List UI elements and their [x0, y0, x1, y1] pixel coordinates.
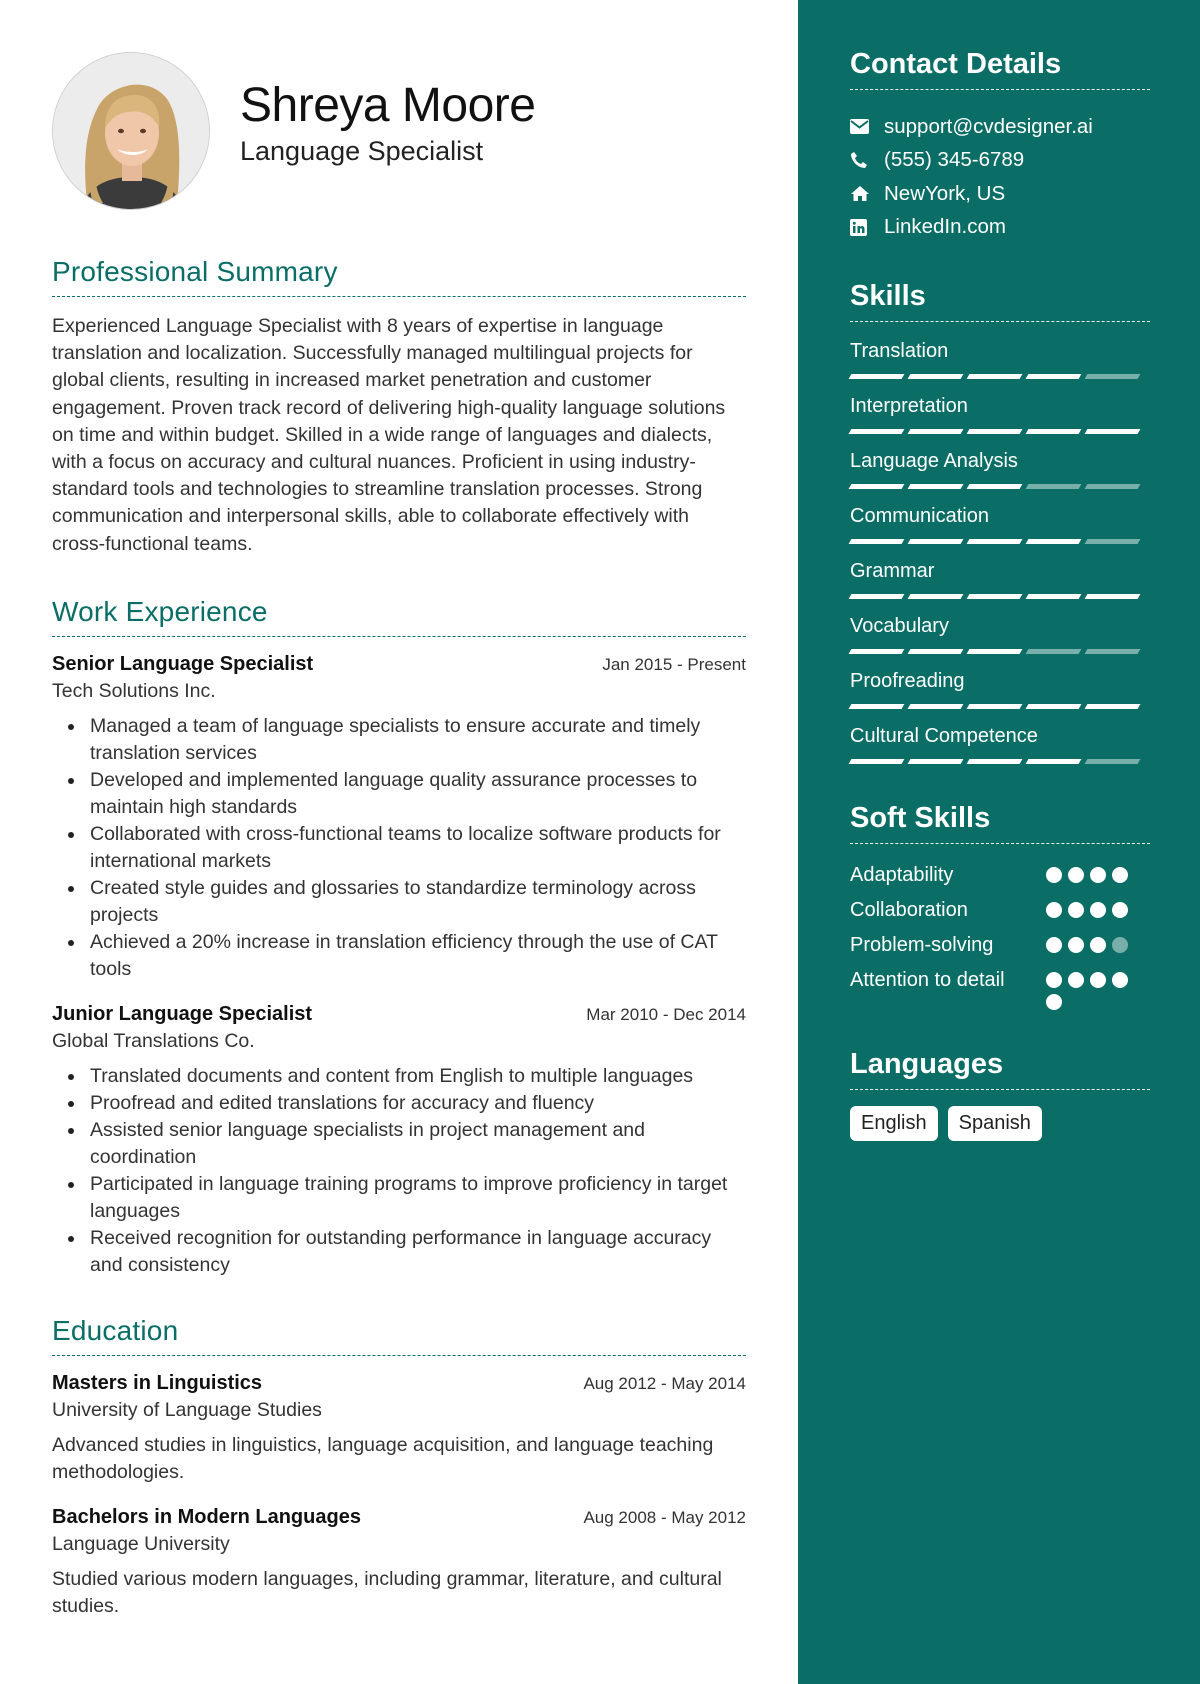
soft-skill-item: [850, 967, 1150, 1010]
rating-dot: [1068, 937, 1084, 953]
soft-skills-list: [850, 862, 1150, 1010]
skill-item: [850, 395, 1150, 434]
contact-section: [850, 48, 1150, 244]
job-title: Junior Language Specialist: [52, 1002, 313, 1025]
skill-level-segment: [967, 539, 1023, 544]
skill-level-segment: [908, 374, 964, 379]
candidate-name: Shreya Moore: [240, 79, 536, 132]
list-item: Received recognition for outstanding performance in language accuracy and consistency: [52, 1225, 746, 1279]
section-title-soft-skills: Soft Skills: [850, 802, 1150, 844]
degree-title: Masters in Linguistics: [52, 1371, 263, 1394]
skill-level-segment: [1085, 374, 1141, 379]
section-title-contact: Contact Details: [850, 48, 1150, 90]
education-date: Aug 2012 - May 2014: [583, 1373, 746, 1393]
rating-dot: [1046, 937, 1062, 953]
education-description: Advanced studies in linguistics, language acquisition, and language teaching methodologies.: [52, 1433, 714, 1483]
contact-linkedin-text: LinkedIn.com: [884, 215, 1006, 239]
skill-level-segment: [967, 374, 1023, 379]
soft-skill-item: [850, 932, 1150, 959]
list-item: Developed and implemented language quality assurance processes to maintain high standards: [52, 767, 746, 821]
skill-level-bar: [850, 374, 1150, 379]
phone-icon: [850, 151, 884, 169]
job-company: Global Translations Co.: [52, 1029, 255, 1052]
section-title-education: Education: [52, 1315, 746, 1356]
soft-skill-name: Adaptability: [850, 864, 954, 886]
resume-header: [52, 0, 746, 205]
experience-section: [52, 596, 746, 1279]
skill-level-segment: [1026, 539, 1082, 544]
envelope-icon: [850, 119, 884, 134]
skill-level-segment: [1026, 374, 1082, 379]
soft-skill-item: [850, 897, 1150, 924]
skill-level-segment: [849, 429, 905, 434]
language-tag: Spanish: [948, 1106, 1042, 1141]
job-company: Tech Solutions Inc.: [52, 679, 216, 702]
skill-level-bar: [850, 594, 1150, 599]
skill-level-segment: [849, 594, 905, 599]
job-bullets: [52, 713, 746, 983]
soft-skill-item: [850, 862, 1150, 889]
skill-level-segment: [908, 704, 964, 709]
list-item: Achieved a 20% increase in translation efficiency through the use of CAT tools: [52, 929, 746, 983]
skill-level-segment: [849, 374, 905, 379]
skill-level-bar: [850, 759, 1150, 764]
avatar: [52, 52, 210, 210]
skill-level-segment: [908, 649, 964, 654]
rating-dot: [1090, 902, 1106, 918]
contact-phone[interactable]: [850, 144, 1150, 178]
degree-title: Bachelors in Modern Languages: [52, 1505, 361, 1528]
skill-level-segment: [849, 539, 905, 544]
home-icon: [850, 185, 884, 202]
rating-dot: [1068, 972, 1084, 988]
list-item: Proofread and edited translations for accuracy and fluency: [52, 1090, 746, 1117]
contact-linkedin[interactable]: [850, 211, 1150, 245]
skill-level-bar: [850, 704, 1150, 709]
skill-level-segment: [908, 594, 964, 599]
skill-level-segment: [1026, 759, 1082, 764]
section-title-summary: Professional Summary: [52, 256, 746, 297]
rating-dot: [1090, 937, 1106, 953]
summary-section: [52, 256, 746, 558]
rating-dot: [1112, 972, 1128, 988]
languages-list: [850, 1106, 1150, 1141]
skill-name: Interpretation: [850, 395, 968, 417]
section-title-languages: Languages: [850, 1048, 1150, 1090]
soft-skill-rating: [1046, 967, 1136, 1010]
education-section: [52, 1315, 746, 1620]
rating-dot: [1090, 972, 1106, 988]
skill-name: Communication: [850, 505, 989, 527]
list-item: Assisted senior language specialists in project management and coordination: [52, 1117, 746, 1171]
rating-dot: [1046, 972, 1062, 988]
skill-level-bar: [850, 484, 1150, 489]
job-date: Mar 2010 - Dec 2014: [586, 1004, 746, 1024]
rating-dot: [1068, 902, 1084, 918]
skill-level-segment: [908, 484, 964, 489]
soft-skill-name: Attention to detail: [850, 969, 1005, 991]
skill-name: Proofreading: [850, 670, 965, 692]
rating-dot: [1090, 867, 1106, 883]
contact-email[interactable]: [850, 110, 1150, 144]
skill-level-segment: [967, 704, 1023, 709]
section-title-experience: Work Experience: [52, 596, 746, 637]
skill-level-bar: [850, 539, 1150, 544]
skill-level-segment: [1026, 484, 1082, 489]
contact-email-text: support@cvdesigner.ai: [884, 114, 1093, 138]
skill-level-segment: [1085, 484, 1141, 489]
job-entry: [52, 1003, 746, 1279]
soft-skill-name: Collaboration: [850, 899, 968, 921]
soft-skill-rating: [1046, 862, 1136, 883]
skill-level-bar: [850, 429, 1150, 434]
list-item: Collaborated with cross-functional teams to localize software products for international markets: [52, 821, 746, 875]
skill-item: [850, 505, 1150, 544]
linkedin-icon: [850, 219, 884, 236]
rating-dot: [1046, 902, 1062, 918]
education-entry: [52, 1506, 746, 1620]
skill-level-segment: [908, 759, 964, 764]
skill-level-segment: [1085, 539, 1141, 544]
skill-item: [850, 615, 1150, 654]
language-tag: English: [850, 1106, 938, 1141]
soft-skill-rating: [1046, 897, 1136, 918]
skill-name: Translation: [850, 340, 949, 362]
skill-level-segment: [967, 649, 1023, 654]
skill-level-segment: [849, 649, 905, 654]
skill-level-segment: [967, 759, 1023, 764]
skill-level-segment: [1026, 649, 1082, 654]
summary-text: Experienced Language Specialist with 8 years of expertise in language translation and localization. Successfully managed multilingual projects for global clients, resulting in increased market penetration and customer engagement. Proven track record of delivering high-quality language solutions on time and within budget. Skilled in a wide range of languages and dialects, with a focus on accuracy and cultural nuances. Proficient in using industry-standard tools and technologies to streamline translation processes. Strong communication and interpersonal skills, able to collaborate effectively with cross-functional teams.: [52, 315, 726, 555]
skill-level-bar: [850, 649, 1150, 654]
list-item: Created style guides and glossaries to standardize terminology across projects: [52, 875, 746, 929]
skill-item: [850, 670, 1150, 709]
skill-level-segment: [849, 704, 905, 709]
school-name: Language University: [52, 1532, 230, 1555]
skill-name: Grammar: [850, 560, 935, 582]
contact-location-text: NewYork, US: [884, 181, 1006, 205]
contact-phone-text: (555) 345-6789: [884, 148, 1025, 172]
soft-skill-name: Problem-solving: [850, 934, 994, 956]
skill-level-segment: [967, 484, 1023, 489]
soft-skills-section: [850, 802, 1150, 1010]
job-date: Jan 2015 - Present: [602, 654, 746, 674]
skill-level-segment: [1085, 759, 1141, 764]
skill-level-segment: [908, 539, 964, 544]
skill-level-segment: [849, 759, 905, 764]
skill-item: [850, 450, 1150, 489]
skills-section: [850, 280, 1150, 764]
rating-dot: [1112, 937, 1128, 953]
list-item: Participated in language training programs to improve proficiency in target languages: [52, 1171, 746, 1225]
skill-level-segment: [1026, 594, 1082, 599]
rating-dot: [1112, 902, 1128, 918]
skill-name: Language Analysis: [850, 450, 1018, 472]
school-name: University of Language Studies: [52, 1398, 322, 1421]
list-item: Translated documents and content from English to multiple languages: [52, 1063, 746, 1090]
education-date: Aug 2008 - May 2012: [583, 1507, 746, 1527]
job-title: Senior Language Specialist: [52, 652, 314, 675]
job-entry: [52, 653, 746, 983]
list-item: Managed a team of language specialists to ensure accurate and timely translation services: [52, 713, 746, 767]
rating-dot: [1046, 867, 1062, 883]
soft-skill-rating: [1046, 932, 1136, 953]
skill-level-segment: [908, 429, 964, 434]
skill-item: [850, 560, 1150, 599]
profile-photo: [53, 53, 210, 210]
skill-level-segment: [849, 484, 905, 489]
section-title-skills: Skills: [850, 280, 1150, 322]
education-description: Studied various modern languages, including grammar, literature, and cultural studies.: [52, 1567, 722, 1617]
education-entry: [52, 1372, 746, 1486]
rating-dot: [1046, 994, 1062, 1010]
skill-level-segment: [1026, 704, 1082, 709]
sidebar: [798, 0, 1200, 1684]
skill-item: [850, 340, 1150, 379]
rating-dot: [1068, 867, 1084, 883]
skill-level-segment: [1085, 649, 1141, 654]
job-bullets: [52, 1063, 746, 1279]
skill-level-segment: [967, 429, 1023, 434]
skill-level-segment: [1085, 594, 1141, 599]
languages-section: [850, 1048, 1150, 1141]
skill-level-segment: [1085, 704, 1141, 709]
contact-location: [850, 177, 1150, 211]
skill-level-segment: [967, 594, 1023, 599]
candidate-role: Language Specialist: [240, 136, 484, 166]
skill-item: [850, 725, 1150, 764]
skill-level-segment: [1085, 429, 1141, 434]
skill-name: Cultural Competence: [850, 725, 1038, 747]
skill-level-segment: [1026, 429, 1082, 434]
rating-dot: [1112, 867, 1128, 883]
skill-name: Vocabulary: [850, 615, 949, 637]
skills-list: [850, 340, 1150, 764]
